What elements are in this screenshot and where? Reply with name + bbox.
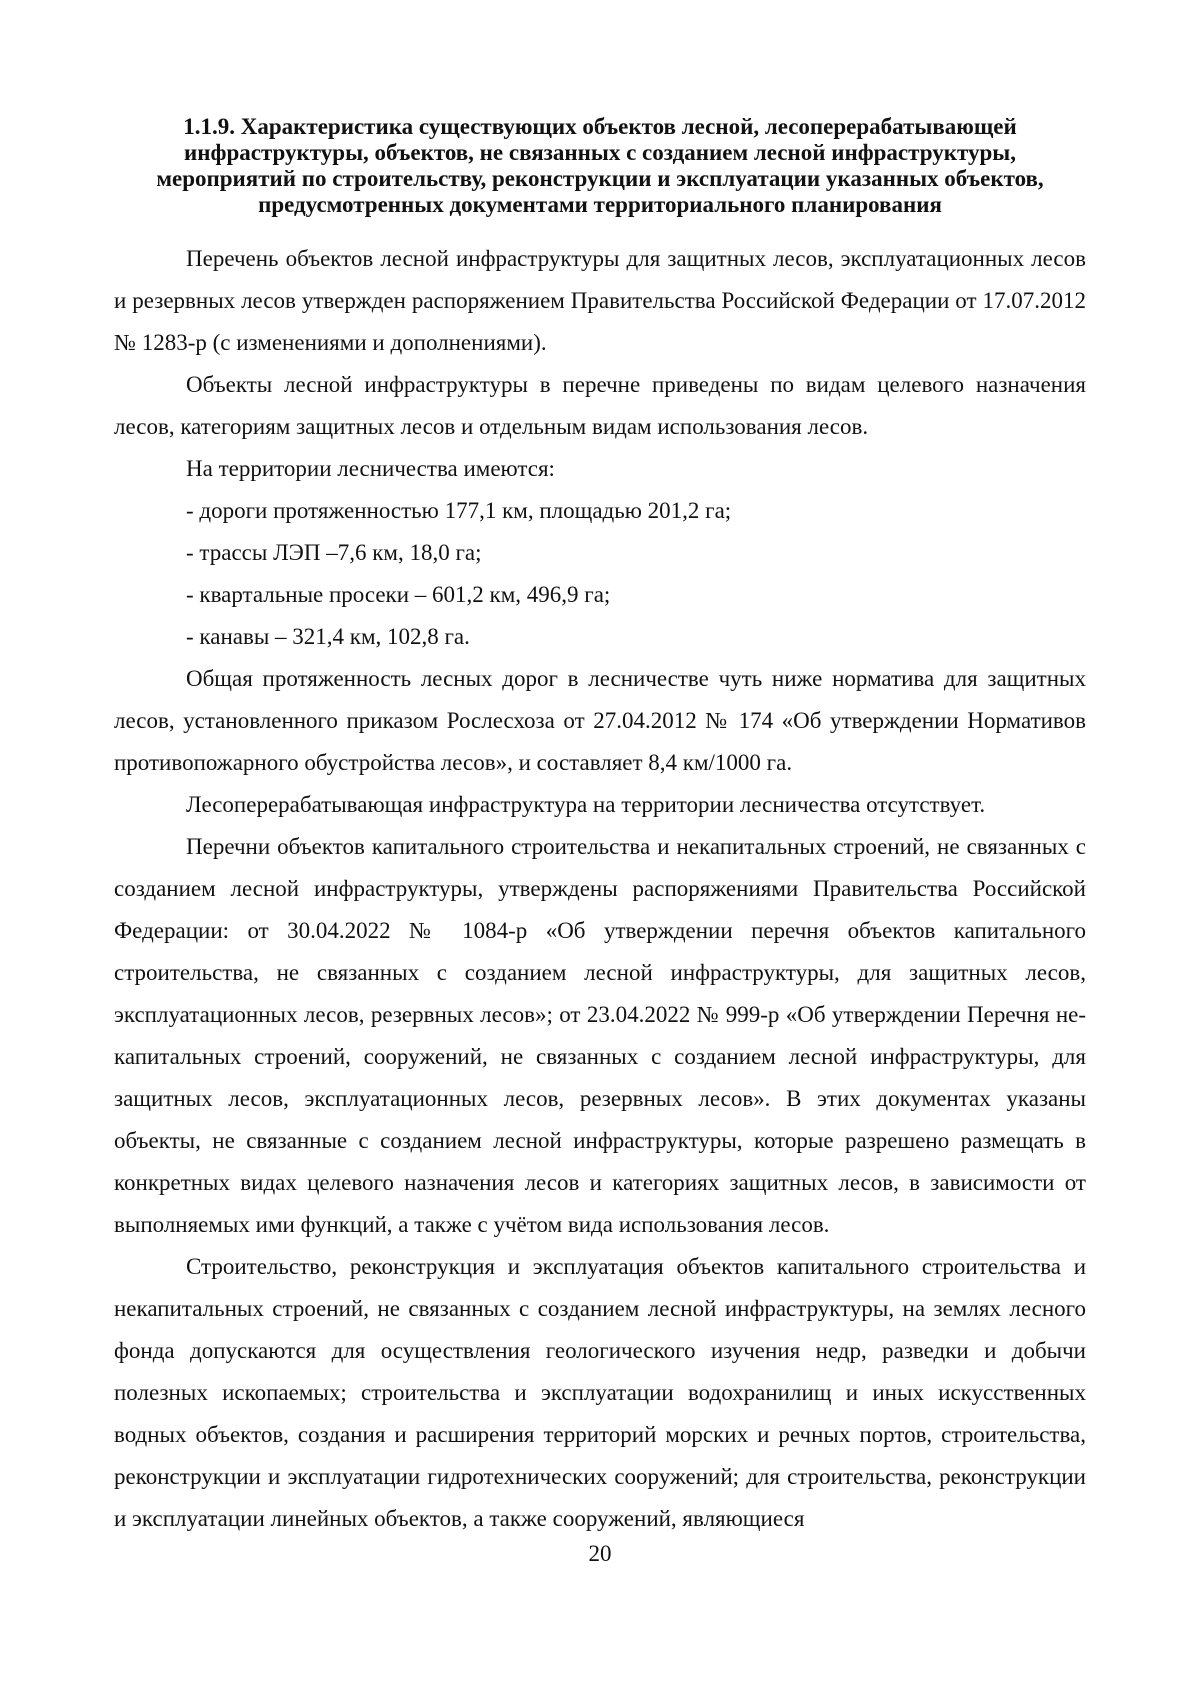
page-number: 20 bbox=[588, 1541, 612, 1566]
heading-line: предусмотренных документами территориального планирования bbox=[258, 192, 942, 217]
list-item-roads: - дороги протяженностью 177,1 км, площадью 201,2 га; bbox=[186, 498, 732, 523]
heading-line: инфраструктуры, объектов, не связанных с созданием лесной инфраструктуры, bbox=[184, 140, 1016, 165]
body-text bbox=[114, 238, 1086, 1540]
list-item-ditches: - канавы – 321,4 км, 102,8 га. bbox=[186, 624, 470, 649]
paragraph-construction-permitted: Строительство, реконструкция и эксплуатация объектов капитального строительства и некапитальных строений, не связанных с созданием лесной инфраструктуры, на землях лесного фонда допускаются для осуществления геологического изучения недр, разведки и добычи полезных ископаемых; строительства и эксплуатации водохранилищ и иных искусственных водных объектов, создания и расширения территорий морских и речных портов, строительства, реконструкции и эксплуатации гидротехнических сооружений; для строительства, реконструкции и эксплуатации линейных объектов, а также сооружений, являющиеся bbox=[114, 1254, 1086, 1531]
heading-line: мероприятий по строительству, реконструкции и эксплуатации указанных объектов, bbox=[156, 166, 1044, 191]
section-heading bbox=[110, 114, 1090, 218]
heading-line: 1.1.9. Характеристика существующих объектов лесной, лесоперерабатывающей bbox=[183, 114, 1017, 139]
list-item-power-lines: - трассы ЛЭП –7,6 км, 18,0 га; bbox=[186, 540, 482, 565]
paragraph-capital-construction-lists: Перечни объектов капитального строительства и некапитальных строений, не связанных с созданием лесной инфраструктуры, утверждены распоряжениями Правительства Российской Федерации: от 30.04.2022 № 1084-р «Об утверждении перечня объектов капитального строительства, не связанных с созданием лесной инфраструктуры, для защитных лесов, эксплуатационных лесов, резервных лесов»; от 23.04.2022 № 999-р «Об утверждении Перечня не-капитальных строений, сооружений, не связанных с созданием лесной инфраструктуры, для защитных лесов, эксплуатационных лесов, резервных лесов». В этих документах указаны объекты, не связанные с созданием лесной инфраструктуры, которые разрешено размещать в конкретных видах целевого назначения лесов и категориях защитных лесов, в зависимости от выполняемых ими функций, а также с учётом вида использования лесов. bbox=[114, 834, 1086, 1237]
paragraph-infrastructure-list: Перечень объектов лесной инфраструктуры для защитных лесов, эксплуатационных лесов и резервных лесов утвержден распоряжением Правительства Российской Федерации от 17.07.2012 № 1283-р (с изменениями и дополнениями). bbox=[114, 246, 1086, 355]
list-item-clearings: - квартальные просеки – 601,2 км, 496,9 га; bbox=[186, 582, 611, 607]
paragraph-processing-infrastructure: Лесоперерабатывающая инфраструктура на территории лесничества отсутствует. bbox=[186, 792, 986, 817]
paragraph-territory-intro: На территории лесничества имеются: bbox=[186, 456, 555, 481]
paragraph-road-norms: Общая протяженность лесных дорог в лесничестве чуть ниже норматива для защитных лесов, установленного приказом Рослесхоза от 27.04.2012 № 174 «Об утверждении Нормативов противопожарного обустройства лесов», и составляет 8,4 км/1000 га. bbox=[114, 666, 1086, 775]
paragraph-infrastructure-types: Объекты лесной инфраструктуры в перечне приведены по видам целевого назначения лесов, категориям защитных лесов и отдельным видам использования лесов. bbox=[114, 372, 1086, 439]
